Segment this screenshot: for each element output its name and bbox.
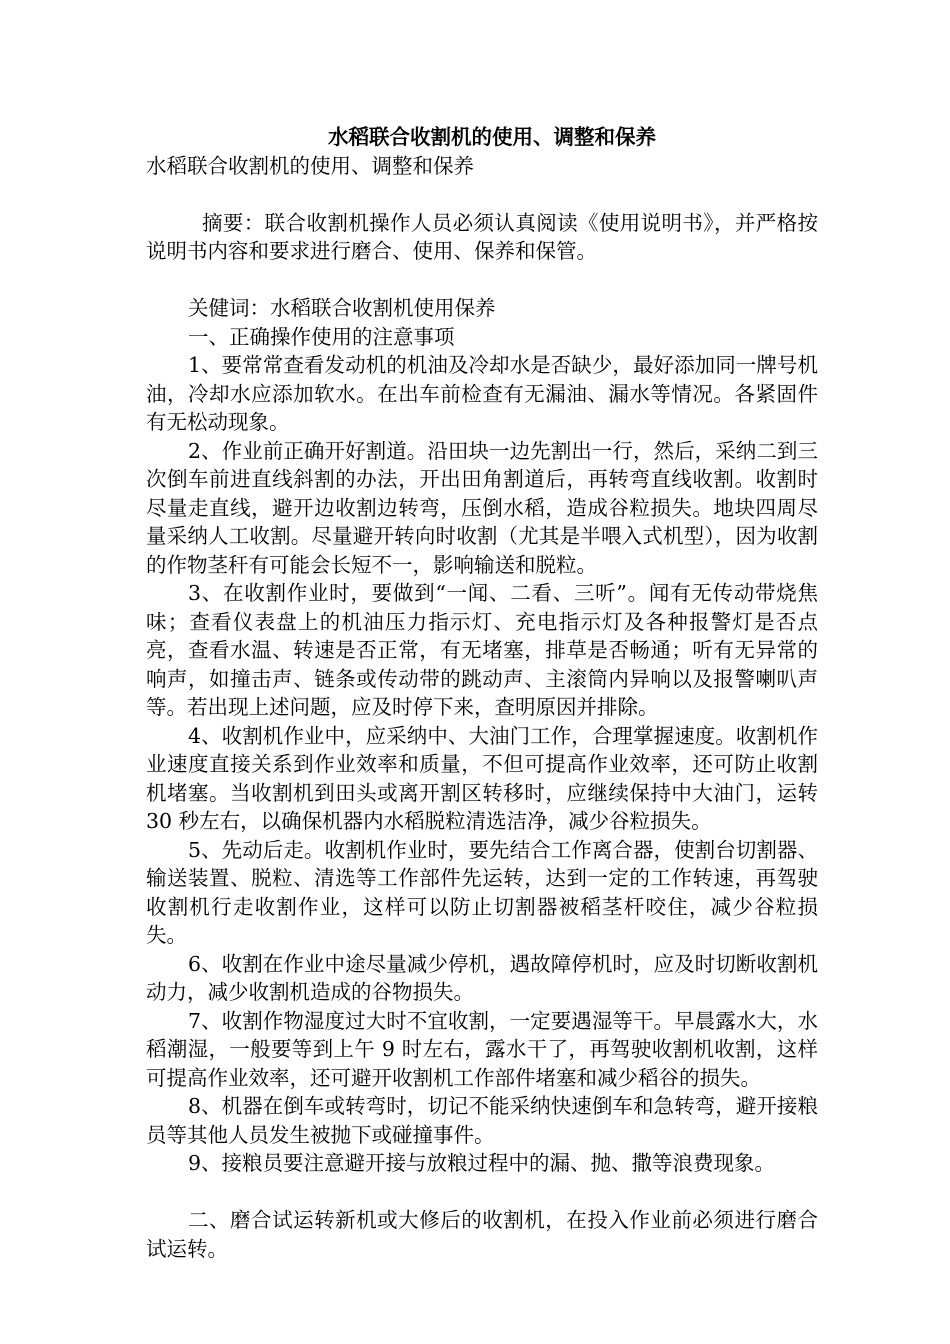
list-item: 6、收割在作业中途尽量减少停机，遇故障停机时，应及时切断收割机动力，减少收割机造成的谷物损失。 <box>146 951 818 1004</box>
spacer <box>146 266 818 295</box>
spacer <box>146 1178 818 1207</box>
abstract-paragraph: 摘要：联合收割机操作人员必须认真阅读《使用说明书》，并严格按说明书内容和要求进行磨合、使用、保养和保管。 <box>146 210 818 263</box>
list-item: 7、收割作物湿度过大时不宜收割，一定要遇湿等干。早晨露水大，水稻潮湿，一般要等到上午 9 时左右，露水干了，再驾驶收割机收割，这样可提高作业效率，还可避开收割机工作部件堵塞和减少稻谷的损失。 <box>146 1008 818 1090</box>
list-item: 3、在收割作业时，要做到“一闻、二看、三听”。闻有无传动带烧焦味；查看仪表盘上的机油压力指示灯、充电指示灯及各种报警灯是否点亮，查看水温、转速是否正常，有无堵塞，排草是否畅通；听有无异常的响声，如撞击声、链条或传动带的跳动声、主滚筒内异响以及报警喇叭声等。若出现上述问题，应及时停下来，查明原因并排除。 <box>146 581 818 719</box>
section-paragraph: 二、磨合试运转新机或大修后的收割机，在投入作业前必须进行磨合试运转。 <box>146 1208 818 1261</box>
keywords-line: 关健词：水稻联合收割机使用保养 <box>188 296 496 320</box>
spacer <box>146 180 818 209</box>
list-item: 9、接粮员要注意避开接与放粮过程中的漏、抛、撒等浪费现象。 <box>188 1151 776 1175</box>
document-subtitle: 水稻联合收割机的使用、调整和保养 <box>146 153 474 178</box>
document-body <box>146 123 818 1263</box>
list-item: 2、作业前正确开好割道。沿田块一边先割出一行，然后，采纳二到三次倒车前进直线斜割的办法，开出田角割道后，再转弯直线收割。收割时尽量走直线，避开边收割边转弯，压倒水稻，造成谷粒损失。地块四周尽量采纳人工收割。尽量避开转向时收割（尤其是半喂入式机型），因为收割的作物茎秆有可能会长短不一，影响输送和脱粒。 <box>146 438 818 577</box>
list-item: 1、要常常查看发动机的机油及冷却水是否缺少，最好添加同一牌号机油，冷却水应添加软水。在出车前检查有无漏油、漏水等情况。各紧固件有无松动现象。 <box>146 353 818 434</box>
document-title: 水稻联合收割机的使用、调整和保养 <box>328 125 656 149</box>
list-item: 8、机器在倒车或转弯时，切记不能采纳快速倒车和急转弯，避开接粮员等其他人员发生被抛下或碰撞事件。 <box>146 1094 818 1147</box>
section-heading: 一、正确操作使用的注意事项 <box>188 324 455 349</box>
list-item: 5、先动后走。收割机作业时，要先结合工作离合器，使割台切割器、输送装置、脱粒、清选等工作部件先运转，达到一定的工作转速，再驾驶收割机行走收割作业，这样可以防止切割器被稻茎杆咬住，减少谷粒损失。 <box>146 837 818 947</box>
list-item: 4、收割机作业中，应采纳中、大油门工作，合理掌握速度。收割机作业速度直接关系到作业效率和质量，不但可提高作业效率，还可防止收割机堵塞。当收割机到田头或离开割区转移时，应继续保持中大油门，运转 30 秒左右，以确保机器内水稻脱粒清选洁净，减少谷粒损失。 <box>146 723 818 833</box>
